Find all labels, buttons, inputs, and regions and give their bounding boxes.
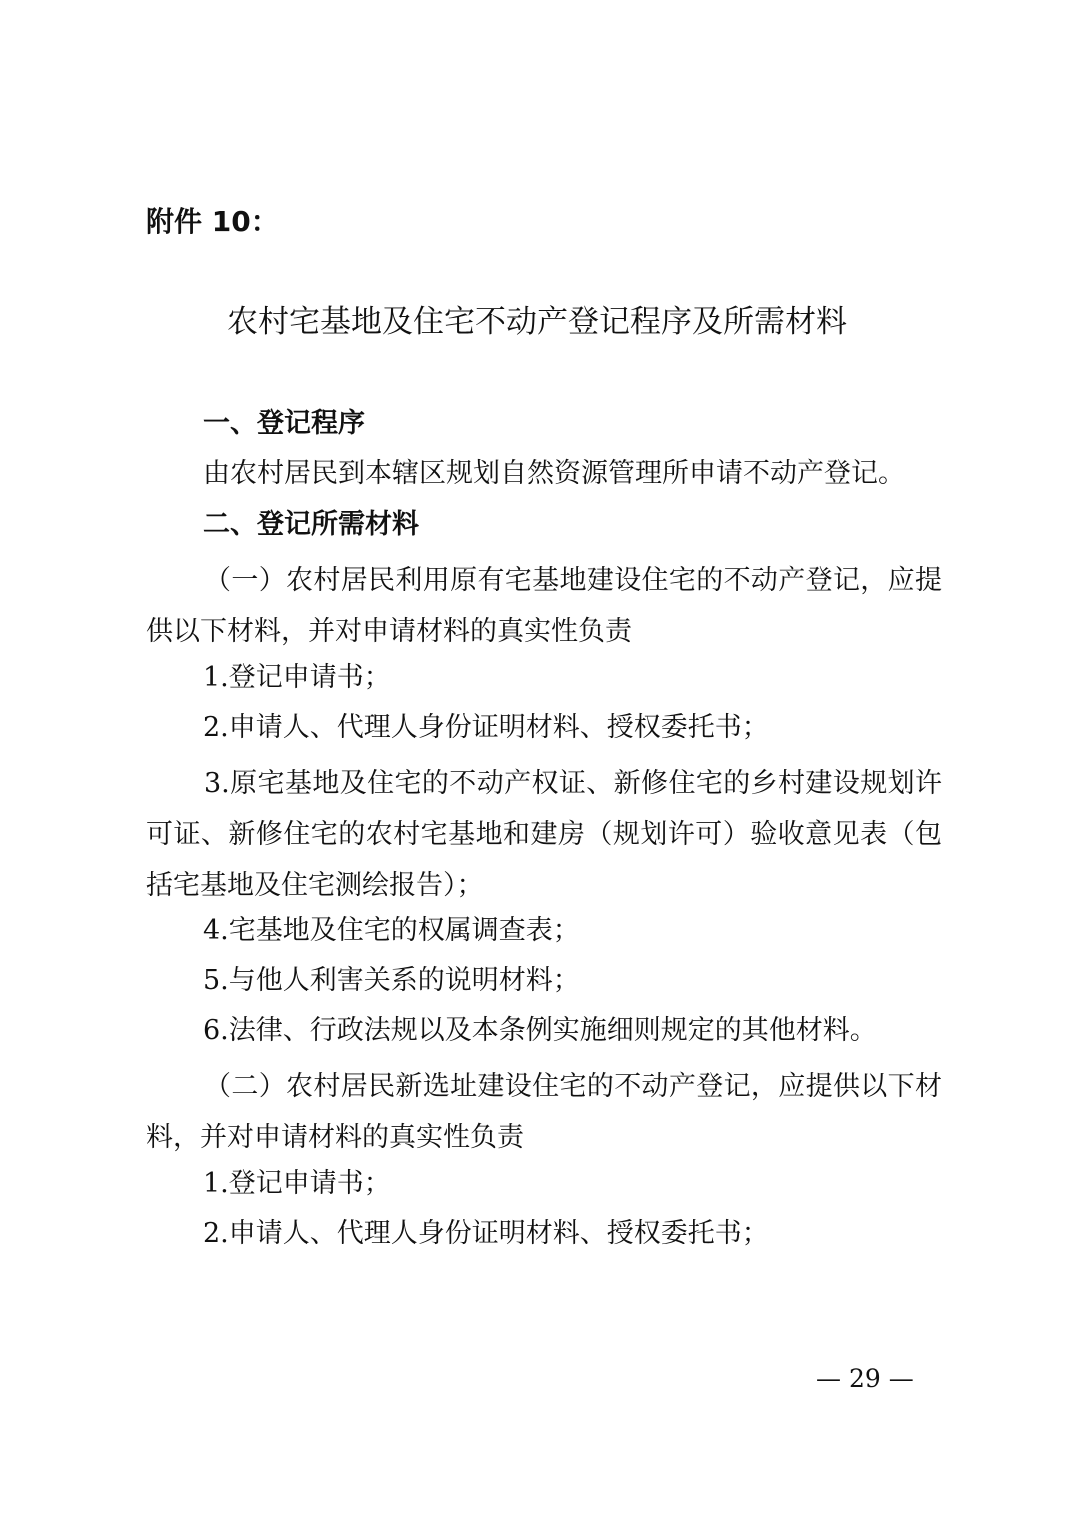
list-item: 1.登记申请书；: [203, 1168, 391, 1199]
list-item: 2.申请人、代理人身份证明材料、授权委托书；: [203, 1218, 769, 1249]
attachment-label: 附件 10：: [146, 205, 279, 238]
list-item: 2.申请人、代理人身份证明材料、授权委托书；: [203, 712, 769, 743]
list-item: 3.原宅基地及住宅的不动产权证、新修住宅的乡村建设规划许可证、新修住宅的农村宅基地和建房（规划许可）验收意见表（包括宅基地及住宅测绘报告）；: [146, 768, 942, 901]
list-item: 1.登记申请书；: [203, 662, 391, 693]
page-number: — 29 —: [816, 1364, 914, 1393]
list-item: 5.与他人利害关系的说明材料；: [203, 965, 580, 996]
section-heading-materials: 二、登记所需材料: [203, 509, 419, 540]
part2-intro: （二）农村居民新选址建设住宅的不动产登记，应提供以下材料，并对申请材料的真实性负责: [146, 1071, 942, 1153]
procedure-text: 由农村居民到本辖区规划自然资源管理所申请不动产登记。: [203, 458, 905, 489]
list-item: 6.法律、行政法规以及本条例实施细则规定的其他材料。: [203, 1015, 877, 1046]
list-item: 4.宅基地及住宅的权属调查表；: [203, 915, 580, 946]
page-title: 农村宅基地及住宅不动产登记程序及所需材料: [227, 304, 847, 340]
section-heading-procedure: 一、登记程序: [203, 408, 365, 439]
part1-intro: （一）农村居民利用原有宅基地建设住宅的不动产登记，应提供以下材料，并对申请材料的真实性负责: [146, 565, 942, 647]
